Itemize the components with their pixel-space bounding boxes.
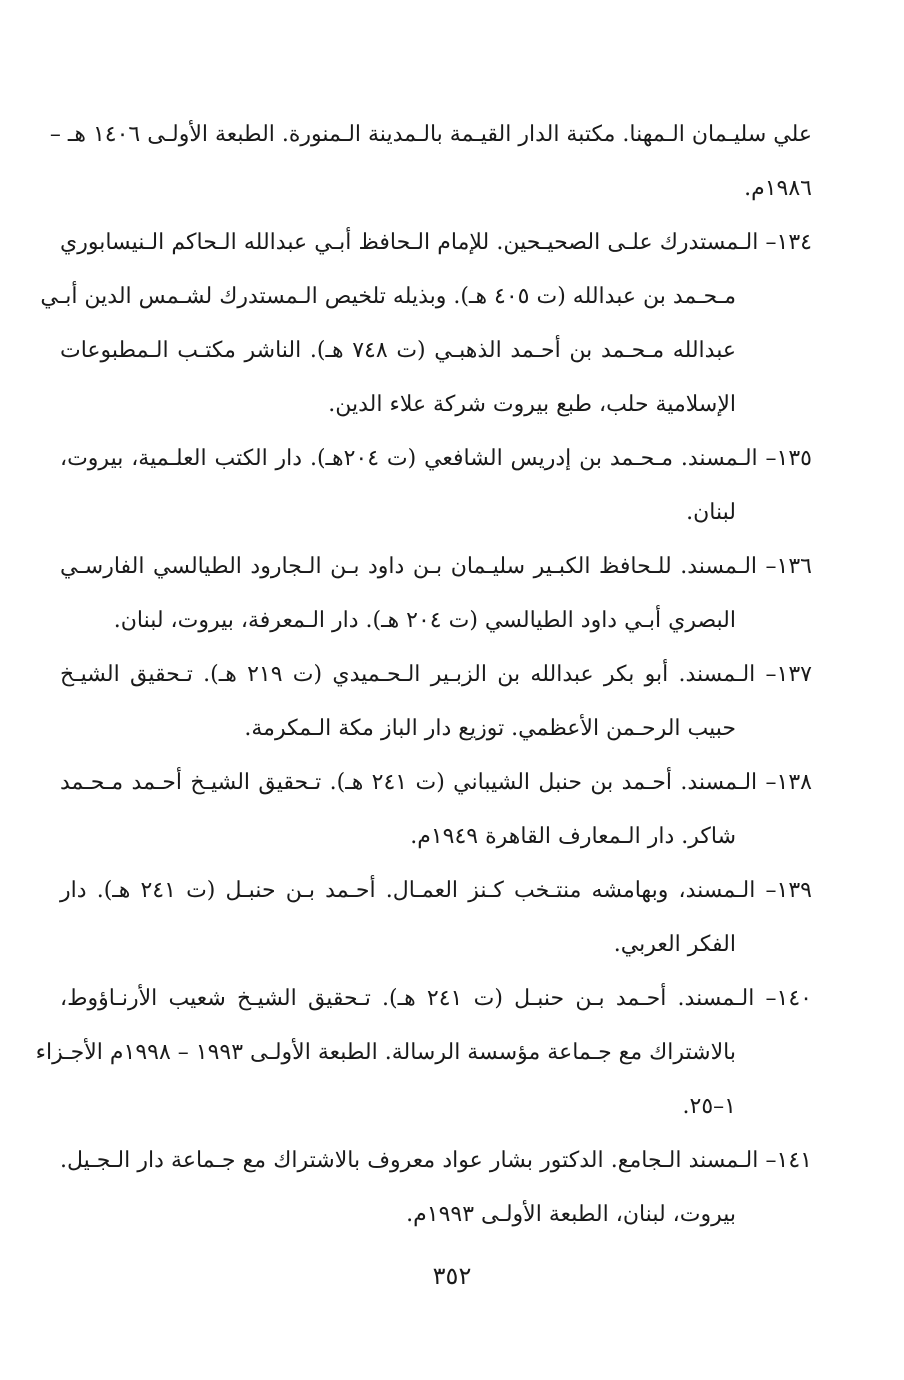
continuation-line-1: علي سليـمان الـمهنا. مكتبة الدار القيـمة بالـمدينة الـمنورة. الطبعة الأولـى ١٤٠٦ هـ –: [49, 122, 812, 147]
bibliography-entry-134: [40, 216, 812, 432]
entry-141-line-2: بيروت، لبنان، الطبعة الأولـى ١٩٩٣م.: [406, 1202, 736, 1227]
bibliography-entry-140: [35, 972, 812, 1134]
entry-137-line-1: ١٣٧– الـمسند. أبو بكر عبدالله بن الزبـير الـحـميدي (ت ٢١٩ هـ). تـحقيق الشيـخ: [60, 662, 812, 687]
entry-136-line-1: ١٣٦– الـمسند. للـحافظ الكبـير سليـمان بـن داود بـن الـجارود الطيالسي الفارسـي: [60, 554, 812, 579]
bibliography-entry-138: [60, 756, 812, 864]
entry-138-line-1: ١٣٨– الـمسند. أحـمد بن حنبل الشيباني (ت ٢٤١ هـ). تـحقيق الشيـخ أحـمد مـحـمد: [60, 770, 812, 795]
bibliography-entry-141: [60, 1134, 812, 1242]
entry-134-line-3: عبدالله مـحـمد بن أحـمد الذهبـي (ت ٧٤٨ هـ). الناشر مكتـب الـمطبوعات: [60, 338, 736, 363]
page-number: ٣٥٢: [432, 1262, 472, 1290]
bibliography-entry-139: [60, 864, 812, 972]
entry-134-line-1: ١٣٤– الـمستدرك علـى الصحيـحين. للإمام الـحافظ أبـي عبدالله الـحاكم الـنيسابوري: [60, 230, 812, 255]
entry-140-line-2: بالاشتراك مع جـماعة مؤسسة الرسالة. الطبعة الأولـى ١٩٩٣ – ١٩٩٨م الأجـزاء: [35, 1040, 736, 1065]
bibliography-entry-136: [60, 540, 812, 648]
bibliography-entry-137: [60, 648, 812, 756]
entry-134-line-4: الإسلامية حلب، طبع بيروت شركة علاء الدين.: [328, 392, 736, 417]
continuation-entry: [49, 108, 812, 216]
entry-141-line-1: ١٤١– الـمسند الـجامع. الدكتور بشار عواد معروف بالاشتراك مع جـماعة دار الـجـيل.: [60, 1148, 812, 1173]
entry-138-line-2: شاكر. دار الـمعارف القاهرة ١٩٤٩م.: [410, 824, 736, 849]
bibliography-entry-135: [60, 432, 812, 540]
continuation-line-2: ١٩٨٦م.: [744, 176, 812, 201]
entry-140-line-3: ١–٢٥.: [682, 1094, 736, 1119]
entry-136-line-2: البصري أبـي داود الطيالسي (ت ٢٠٤ هـ). دار الـمعرفة، بيروت، لبنان.: [113, 608, 736, 633]
entry-137-line-2: حبيب الرحـمن الأعظمي. توزيع دار الباز مكة الـمكرمة.: [244, 716, 736, 741]
entry-135-line-1: ١٣٥– الـمسند. مـحـمد بن إدريس الشافعي (ت ٢٠٤هـ). دار الكتب العلـمية، بيروت،: [60, 446, 812, 471]
entry-140-line-1: ١٤٠– الـمسند. أحـمد بـن حنبـل (ت ٢٤١ هـ). تـحقيق الشيـخ شعيب الأرنـاؤوط،: [60, 986, 812, 1011]
entry-135-line-2: لبنان.: [686, 500, 736, 525]
entry-134-line-2: مـحـمد بن عبدالله (ت ٤٠٥ هـ). وبذيله تلخيص الـمستدرك لشـمس الدين أبـي: [40, 284, 736, 309]
entry-139-line-2: الفكر العربي.: [613, 932, 736, 957]
entry-139-line-1: ١٣٩– الـمسند، وبهامشه منتـخب كـنز العمـال. أحـمد بـن حنبـل (ت ٢٤١ هـ). دار: [60, 878, 812, 903]
document-body: [35, 108, 812, 1242]
